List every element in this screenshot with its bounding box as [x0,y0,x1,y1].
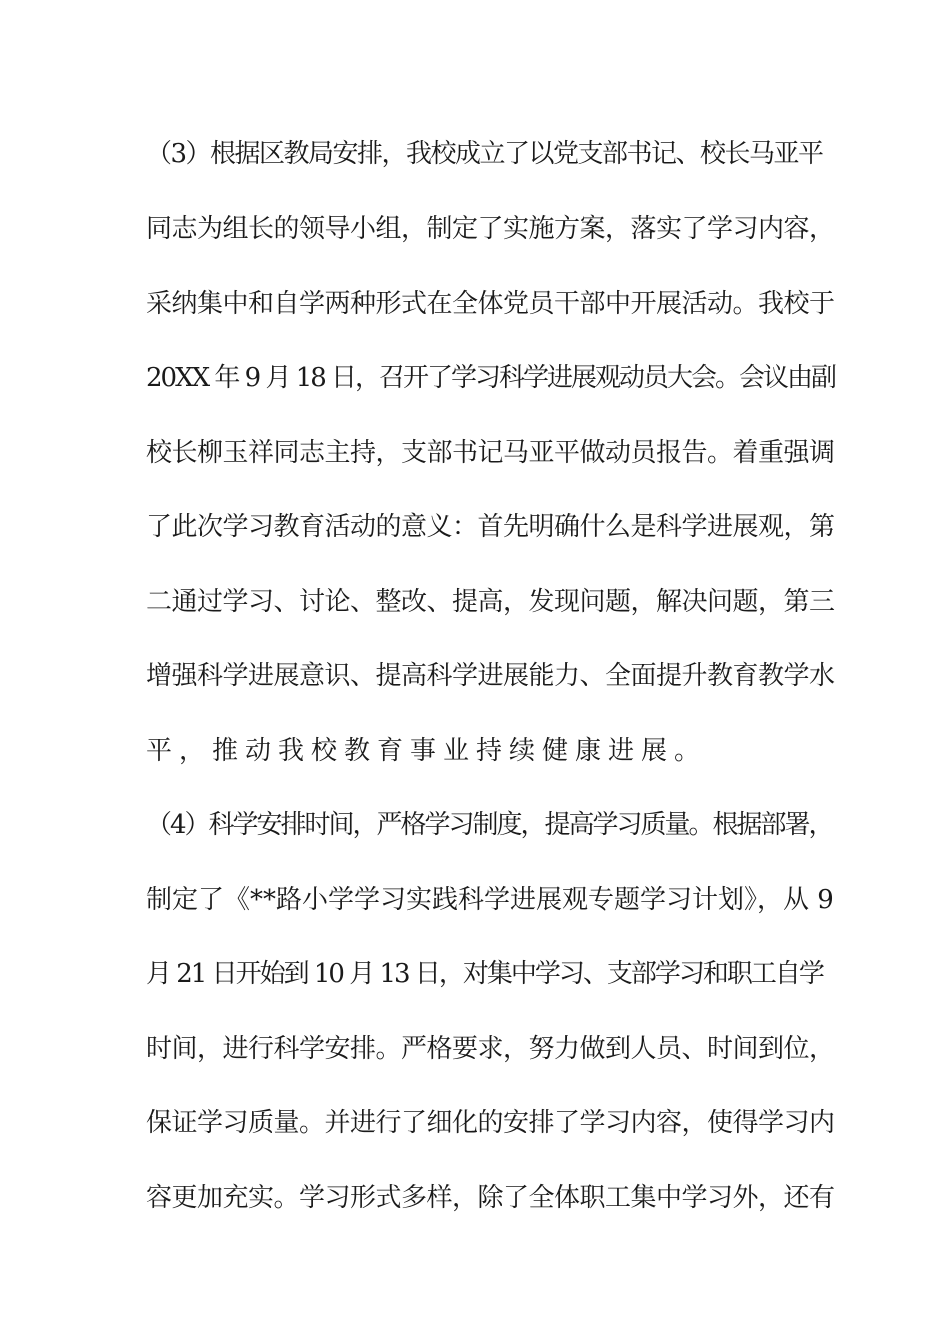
paragraph-line-5: 校长柳玉祥同志主持，支部书记马亚平做动员报告。着重强调 [146,438,835,468]
paragraph-line-14: 保证学习质量。并进行了细化的安排了学习内容，使得学习内 [146,1108,835,1138]
paragraph-line-15: 容更加充实。学习形式多样，除了全体职工集中学习外，还有 [146,1183,835,1213]
paragraph-line-2: 同志为组长的领导小组，制定了实施方案，落实了学习内容， [146,214,835,244]
paragraph-line-3: 采纳集中和自学两种形式在全体党员干部中开展活动。我校于 [146,289,835,319]
paragraph-line-12: 月 21 日开始到 10 月 13 日，对集中学习、支部学习和职工自学 [146,959,823,989]
paragraph-line-9: 平，推动我校教育事业持续健康进展。 [146,736,708,766]
paragraph-line-4: 20XX 年 9 月 18 日，召开了学习科学进展观动员大会。会议由副 [146,363,836,393]
paragraph-line-11: 制定了《**路小学学习实践科学进展观专题学习计划》，从 9 [146,885,834,915]
paragraph-line-8: 增强科学进展意识、提高科学进展能力、全面提升教育教学水 [146,661,835,691]
paragraph-line-7: 二通过学习、讨论、整改、提高，发现问题，解决问题，第三 [146,587,835,617]
paragraph-line-13: 时间，进行科学安排。严格要求，努力做到人员、时间到位， [146,1034,835,1064]
paragraph-line-10: （4）科学安排时间，严格学习制度，提高学习质量。根据部署， [146,810,833,840]
paragraph-line-1: （3）根据区教局安排，我校成立了以党支部书记、校长马亚平 [146,139,823,169]
paragraph-line-6: 了此次学习教育活动的意义：首先明确什么是科学进展观，第 [146,512,835,542]
